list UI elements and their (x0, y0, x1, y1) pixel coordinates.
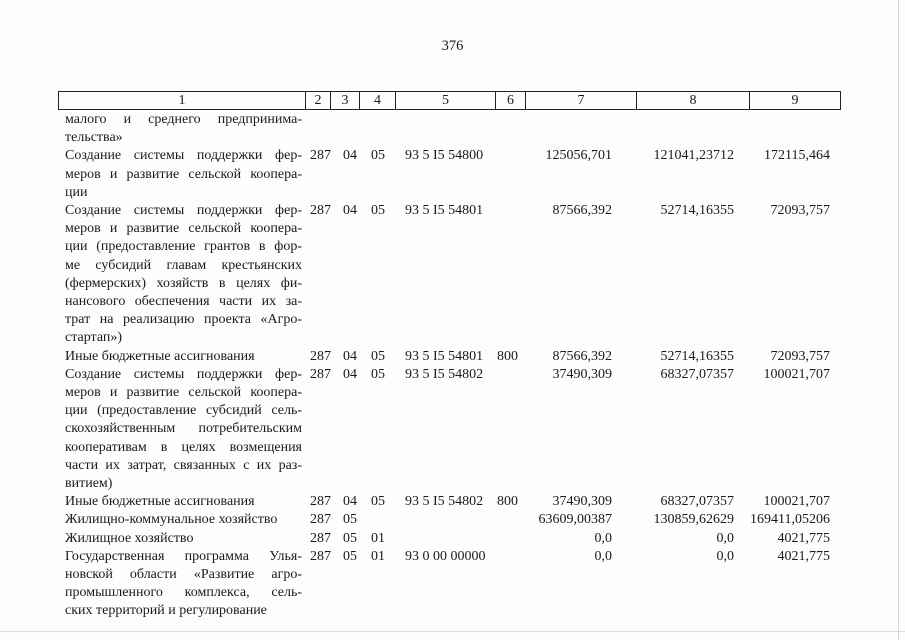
cell-col-5: 93 0 00 00000 (405, 548, 486, 564)
description-line: ции (65, 184, 88, 200)
description-line: меров и развитие сельской коопера- (65, 166, 302, 182)
description-line: скохозяйственным потребительским (65, 421, 302, 437)
cell-col-3: 04 (343, 494, 357, 510)
header-col-4: 4 (359, 92, 395, 109)
cell-col-8: 130859,62629 (653, 512, 734, 528)
cell-col-8: 68327,07357 (660, 366, 734, 382)
cell-col-2: 287 (310, 494, 331, 510)
table-row (0, 493, 905, 511)
page-edge-bottom (0, 631, 905, 632)
cell-col-4: 05 (371, 494, 385, 510)
description-line: Создание системы поддержки фер- (65, 203, 302, 218)
cell-col-3: 04 (343, 148, 357, 164)
description-line: меров и развитие сельской коопера- (65, 384, 302, 400)
cell-col-2: 287 (310, 548, 331, 564)
row-description (65, 493, 302, 511)
row-description (65, 511, 302, 529)
cell-col-7: 87566,392 (552, 348, 612, 364)
row-description (65, 348, 302, 366)
description-line: Жилищное хозяйство (65, 530, 194, 546)
description-line: стартап») (65, 330, 123, 346)
cell-col-7: 63609,00387 (538, 512, 612, 528)
description-line: трат на реализацию проекта «Агро- (65, 312, 302, 328)
cell-col-5: 93 5 I5 54802 (405, 366, 484, 382)
header-col-3: 3 (330, 92, 359, 109)
description-line: новской области «Развитие агро- (65, 566, 302, 582)
cell-col-7: 87566,392 (552, 203, 612, 218)
description-line: Иные бюджетные ассигнования (65, 494, 255, 510)
header-col-9: 9 (749, 92, 840, 109)
cell-col-2: 287 (310, 348, 331, 364)
cell-col-7: 0,0 (594, 530, 612, 546)
table-header (58, 91, 841, 110)
table-row (0, 348, 905, 366)
cell-col-4: 05 (371, 348, 385, 364)
table-row (0, 548, 905, 621)
cell-col-9: 4021,775 (777, 548, 830, 564)
table-row (0, 530, 905, 548)
row-description (65, 366, 302, 493)
cell-col-9: 72093,757 (770, 203, 830, 218)
description-line: ции (предоставление грантов в фор- (65, 239, 302, 255)
cell-col-3: 05 (343, 512, 357, 528)
description-line: ме субсидий главам крестьянских (65, 257, 302, 273)
cell-col-9: 72093,757 (770, 348, 830, 364)
cell-col-9: 100021,707 (763, 494, 830, 510)
description-line: тельства» (65, 130, 123, 146)
description-line: Жилищно-коммунальное хозяйство (65, 512, 278, 528)
description-line: Государственная программа Улья- (65, 548, 302, 564)
cell-col-7: 125056,701 (545, 148, 612, 164)
description-line: (фермерских) хозяйств в целях фи- (65, 275, 302, 291)
description-line: Создание системы поддержки фер- (65, 366, 302, 382)
cell-col-9: 172115,464 (764, 148, 830, 164)
row-description (65, 202, 302, 348)
cell-col-4: 01 (371, 548, 385, 564)
cell-col-5: 93 5 I5 54800 (405, 148, 484, 164)
cell-col-2: 287 (310, 530, 331, 546)
header-col-2: 2 (305, 92, 330, 109)
header-col-1: 1 (178, 93, 186, 108)
cell-col-3: 04 (343, 203, 357, 218)
cell-col-3: 05 (343, 530, 357, 546)
cell-col-4: 05 (371, 148, 385, 164)
description-line: витием) (65, 475, 113, 491)
cell-col-7: 0,0 (594, 548, 612, 564)
cell-col-9: 100021,707 (763, 366, 830, 382)
description-line: Создание системы поддержки фер- (65, 148, 302, 164)
table-row (0, 366, 905, 493)
cell-col-6: 800 (497, 348, 518, 364)
cell-col-8: 52714,16355 (660, 348, 734, 364)
cell-col-4: 05 (371, 366, 385, 382)
description-line: кооперативам в целях возмещения (65, 439, 302, 455)
cell-col-8: 68327,07357 (660, 494, 734, 510)
cell-col-5: 93 5 I5 54802 (405, 494, 484, 510)
header-col-5: 5 (395, 92, 495, 109)
cell-col-7: 37490,309 (552, 494, 612, 510)
cell-col-7: 37490,309 (552, 366, 612, 382)
cell-col-2: 287 (310, 148, 331, 164)
header-col-6: 6 (495, 92, 525, 109)
cell-col-2: 287 (310, 512, 331, 528)
cell-col-8: 121041,23712 (653, 148, 734, 164)
cell-col-4: 05 (371, 203, 385, 218)
cell-col-2: 287 (310, 203, 331, 218)
page-number: 376 (441, 38, 464, 54)
cell-col-9: 4021,775 (777, 530, 830, 546)
cell-col-5: 93 5 I5 54801 (405, 203, 484, 218)
cell-col-9: 169411,05206 (750, 512, 830, 528)
row-description (65, 548, 302, 621)
description-line: Иные бюджетные ассигнования (65, 348, 255, 364)
table-row (0, 511, 905, 529)
header-col-8: 8 (636, 92, 749, 109)
cell-col-3: 04 (343, 366, 357, 382)
cell-col-6: 800 (497, 494, 518, 510)
cell-col-4: 01 (371, 530, 385, 546)
description-line: промышленного комплекса, сель- (65, 585, 302, 601)
row-description (65, 111, 302, 147)
description-line: нансового обеспечения части их за- (65, 293, 302, 309)
row-description (65, 530, 302, 548)
cell-col-5: 93 5 I5 54801 (405, 348, 484, 364)
header-col-7: 7 (525, 92, 636, 109)
table-row (0, 202, 905, 348)
cell-col-3: 04 (343, 348, 357, 364)
description-line: части их затрат, связанных с их раз- (65, 457, 302, 473)
cell-col-8: 52714,16355 (660, 203, 734, 218)
cell-col-8: 0,0 (716, 548, 734, 564)
description-line: малого и среднего предпринима- (65, 112, 302, 127)
description-line: ции (предоставление субсидий сель- (65, 403, 302, 419)
cell-col-8: 0,0 (716, 530, 734, 546)
table-row (0, 111, 905, 147)
cell-col-2: 287 (310, 366, 331, 382)
row-description (65, 147, 302, 202)
cell-col-3: 05 (343, 548, 357, 564)
table-row (0, 147, 905, 202)
description-line: ских территорий и регулирование (65, 603, 267, 619)
description-line: меров и развитие сельской коопера- (65, 221, 302, 237)
